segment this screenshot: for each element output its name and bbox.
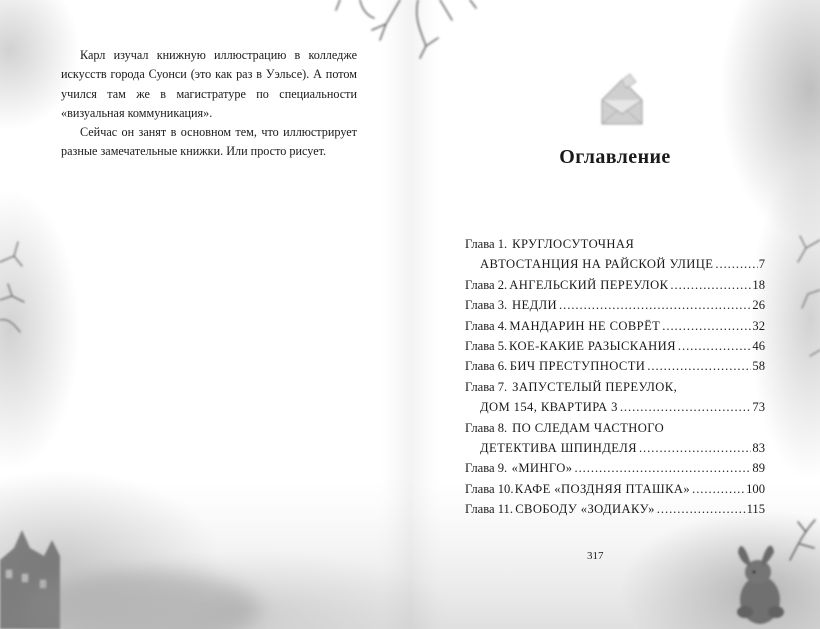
toc-page-number: 89 — [752, 461, 765, 476]
toc-entry-chapter-10[interactable] — [465, 479, 765, 499]
toc-chapter-label: Глава 5. — [465, 339, 508, 354]
toc-entry-chapter-9[interactable] — [465, 458, 765, 478]
toc-entry-chapter-11[interactable] — [465, 499, 765, 519]
toc-chapter-label: Глава 8. — [465, 420, 508, 435]
toc-chapter-label: Глава 1. — [465, 237, 508, 251]
toc-chapter-label: Глава 9. — [465, 461, 508, 476]
toc-leader-dots — [637, 438, 751, 458]
toc-entry-chapter-1[interactable] — [465, 234, 765, 275]
toc-chapter-label: Глава 11. — [465, 502, 514, 517]
toc-chapter-label: Глава 6. — [465, 359, 508, 374]
toc-chapter-title: МАНДАРИН НЕ СОВРЁТ — [509, 318, 661, 333]
toc-page-number: 73 — [752, 400, 765, 415]
envelope-icon — [596, 70, 648, 128]
toc-chapter-title-cont: ДОМ 154, КВАРТИРА 3 — [480, 400, 618, 415]
toc-chapter-title: БИЧ ПРЕСТУПНОСТИ — [509, 359, 646, 374]
toc-chapter-title: НЕДЛИ — [512, 298, 558, 313]
toc-chapter-title: «МИНГО» — [511, 461, 573, 476]
page-number: 317 — [587, 550, 604, 562]
toc-title: Оглавление — [559, 146, 671, 168]
toc-entry-chapter-5[interactable] — [465, 336, 765, 356]
toc-chapter-label: Глава 3. — [465, 298, 508, 313]
toc-chapter-label: Глава 7. — [465, 379, 508, 394]
toc-chapter-label: Глава 10. — [465, 481, 514, 496]
toc-entry-chapter-3[interactable] — [465, 295, 765, 315]
toc-leader-dots — [690, 479, 745, 499]
toc-chapter-label: Глава 2. — [465, 277, 508, 292]
toc-chapter-title-cont: ДЕТЕКТИВА ШПИНДЕЛЯ — [480, 441, 637, 456]
toc-page-number: 58 — [752, 359, 765, 374]
toc-chapter-title-cont: АВТОСТАНЦИЯ НА РАЙСКОЙ УЛИЦЕ — [480, 257, 714, 272]
author-bio-paragraph-1: Карл изучал книжную иллюстрацию в колледже искусств города Суонси (это как раз в Уэльсе). А потом учился там же в магистратуре по специальности «визуальная коммуникация». — [61, 48, 357, 120]
toc-leader-dots — [557, 295, 751, 315]
toc-entry-chapter-4[interactable] — [465, 316, 765, 336]
toc-chapter-title: ПО СЛЕДАМ ЧАСТНОГО — [512, 420, 665, 435]
toc-page-number: 32 — [752, 318, 765, 333]
toc-page-number: 26 — [752, 298, 765, 313]
toc-page-number: 18 — [752, 277, 765, 292]
toc-page-number: 115 — [746, 502, 765, 517]
toc-page-number: 46 — [752, 339, 765, 354]
toc-entry-chapter-6[interactable] — [465, 356, 765, 376]
toc-chapter-title: КОЕ-КАКИЕ РАЗЫСКАНИЯ — [509, 339, 676, 354]
toc-chapter-label: Глава 4. — [465, 318, 508, 333]
toc-page-number: 100 — [746, 481, 765, 496]
author-bio — [61, 46, 357, 162]
toc-leader-dots — [660, 316, 751, 336]
toc-leader-dots — [618, 397, 752, 417]
toc-chapter-title: КРУГЛОСУТОЧНАЯ — [512, 237, 635, 251]
toc-leader-dots — [655, 499, 746, 519]
toc-entry-chapter-7[interactable] — [465, 377, 765, 418]
toc-entry-chapter-8[interactable] — [465, 418, 765, 459]
toc-page-number: 83 — [752, 441, 765, 456]
toc-chapter-title: КАФЕ «ПОЗДНЯЯ ПТАШКА» — [514, 481, 691, 496]
toc-leader-dots — [676, 336, 752, 356]
toc-entry-chapter-2[interactable] — [465, 275, 765, 295]
toc-leader-dots — [713, 254, 757, 274]
author-bio-paragraph-2: Сейчас он занят в основном тем, что иллюстрирует разные замечательные книжки. Или просто рисует. — [61, 125, 357, 159]
toc-chapter-title: ЗАПУСТЕЛЫЙ ПЕРЕУЛОК, — [512, 379, 678, 394]
toc-leader-dots — [572, 458, 751, 478]
toc-leader-dots — [668, 275, 751, 295]
toc-chapter-title: СВОБОДУ «ЗОДИАКУ» — [515, 502, 655, 517]
toc-chapter-title: АНГЕЛЬСКИЙ ПЕРЕУЛОК — [509, 277, 669, 292]
toc-leader-dots — [645, 356, 751, 376]
toc-page-number: 7 — [758, 257, 765, 272]
table-of-contents — [465, 234, 765, 520]
